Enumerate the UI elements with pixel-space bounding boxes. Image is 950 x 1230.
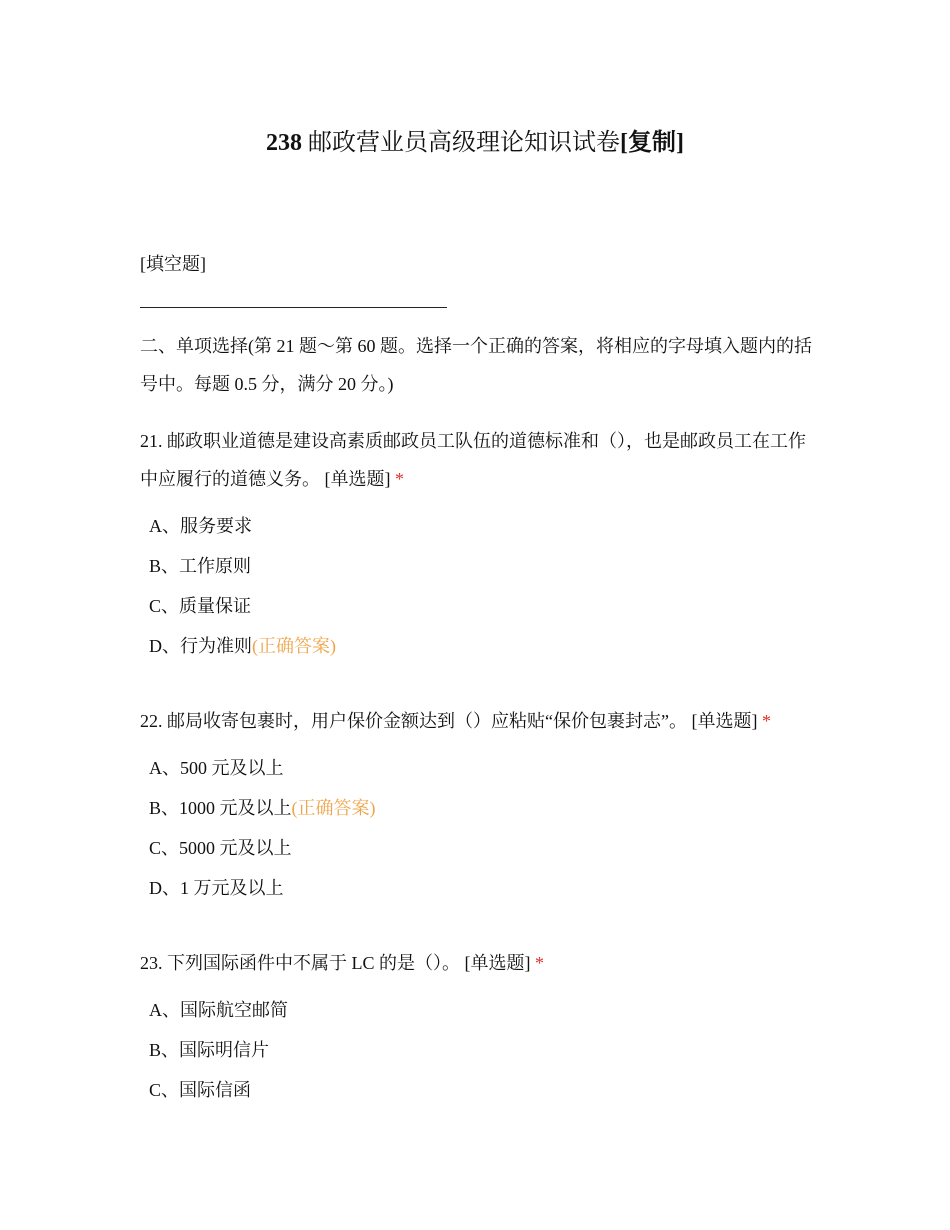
question-21 — [140, 422, 820, 666]
question-stem: 21. 邮政职业道德是建设高素质邮政员工队伍的道德标准和（），也是邮政员工在工作中应履行的道德义务。 — [140, 431, 806, 489]
option-list — [140, 506, 820, 666]
option-label: B、国际明信片 — [149, 1040, 270, 1060]
option-d[interactable] — [140, 868, 820, 908]
option-label: D、1 万元及以上 — [149, 878, 284, 898]
option-label: C、国际信函 — [149, 1080, 252, 1100]
question-type-badge: [单选题] — [691, 711, 758, 731]
question-text — [140, 702, 820, 740]
title-number: 238 — [266, 130, 302, 157]
option-label: A、500 元及以上 — [149, 758, 284, 778]
section-header: 二、单项选择(第 21 题～第 60 题。选择一个正确的答案，将相应的字母填入题内的括号中。每题 0.5 分，满分 20 分。) — [140, 336, 812, 394]
option-b[interactable] — [140, 788, 820, 828]
question-stem: 22. 邮局收寄包裹时，用户保价金额达到（）应粘贴“保价包裹封志”。 — [140, 711, 687, 731]
option-label: C、质量保证 — [149, 596, 252, 616]
option-label: B、工作原则 — [149, 556, 252, 576]
correct-answer-marker: (正确答案) — [252, 636, 336, 656]
question-text — [140, 944, 820, 982]
option-a[interactable] — [140, 506, 820, 546]
option-b[interactable] — [140, 546, 820, 586]
option-label: B、1000 元及以上 — [149, 798, 292, 818]
title-text: 邮政营业员高级理论知识试卷 — [302, 130, 620, 157]
option-c[interactable] — [140, 828, 820, 868]
question-22 — [140, 702, 820, 908]
option-label: C、5000 元及以上 — [149, 838, 292, 858]
required-asterisk: * — [761, 711, 771, 731]
fill-blank-type-label: [填空题] — [140, 254, 206, 274]
question-type-badge: [单选题] — [324, 469, 391, 489]
question-type-badge: [单选题] — [464, 953, 531, 973]
option-a[interactable] — [140, 990, 820, 1030]
option-label: D、行为准则 — [149, 636, 252, 656]
question-23 — [140, 944, 820, 1110]
option-label: A、国际航空邮简 — [149, 1000, 288, 1020]
option-b[interactable] — [140, 1030, 820, 1070]
option-d[interactable] — [140, 626, 820, 666]
option-a[interactable] — [140, 748, 820, 788]
question-text — [140, 422, 820, 498]
title-suffix: [复制] — [620, 130, 684, 157]
required-asterisk: * — [535, 953, 544, 973]
option-c[interactable] — [140, 586, 820, 626]
option-list — [140, 748, 820, 908]
correct-answer-marker: (正确答案) — [291, 798, 376, 818]
required-asterisk: * — [395, 469, 404, 489]
page-title — [0, 126, 950, 160]
option-list — [140, 990, 820, 1110]
fill-blank-input-line[interactable] — [140, 307, 447, 308]
question-stem: 23. 下列国际函件中不属于 LC 的是（）。 — [140, 953, 460, 973]
option-c[interactable] — [140, 1070, 820, 1110]
option-label: A、服务要求 — [149, 516, 252, 536]
